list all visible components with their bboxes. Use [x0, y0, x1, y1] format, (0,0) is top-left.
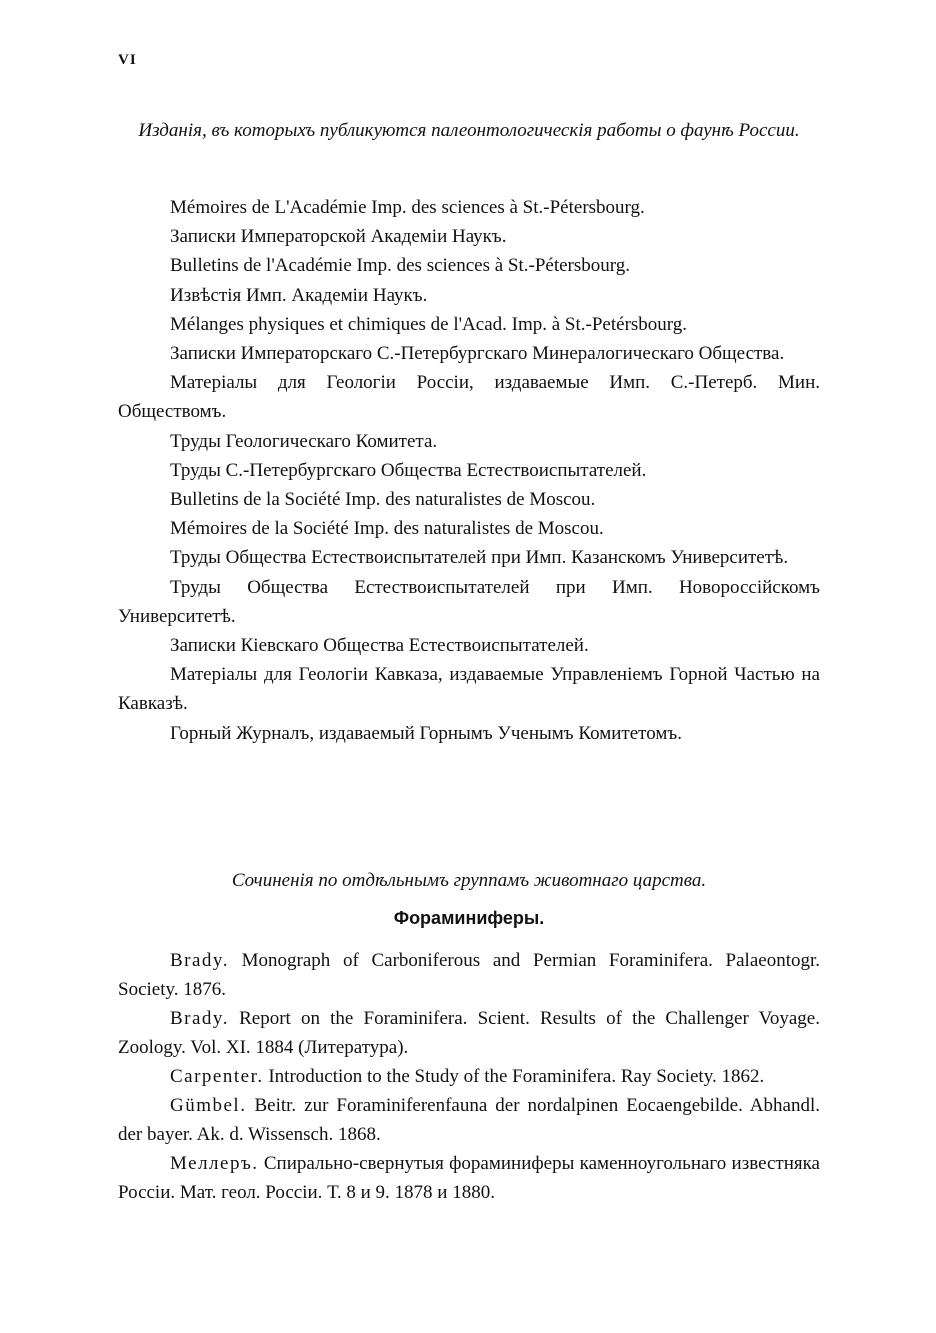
- entry-text: Спирально-свернутыя фораминиферы каменноугольнаго известняка Россіи. Мат. геол. Россіи. Т. 8 и 9. 1878 и 1880.: [118, 1153, 820, 1203]
- list-item: Mémoires de L'Académie Imp. des sciences à St.-Pétersbourg.: [170, 197, 645, 218]
- entry-text: Beitr. zur Foraminiferenfauna der nordalpinen Eocaengebilde. Abhandl. der bayer. Ak. d. Wissensch. 1868.: [118, 1095, 820, 1145]
- list-item: Труды Общества Естествоиспытателей при Имп. Новороссійскомъ Университетѣ.: [118, 576, 820, 627]
- list-item: Mélanges physiques et chimiques de l'Acad. Imp. à St.-Petérsbourg.: [170, 313, 688, 335]
- bibliography-entry: [118, 946, 820, 1004]
- list-item: Bulletins de la Société Imp. des naturalistes de Moscou.: [170, 489, 596, 511]
- bibliography-list: [118, 946, 820, 1207]
- list-item: Труды Геологическаго Комитета.: [170, 430, 438, 452]
- subsection-title-foraminifera: Фораминиферы.: [393, 908, 545, 928]
- list-item: Извѣстія Имп. Академіи Наукъ.: [170, 284, 428, 306]
- list-item: Матеріалы для Геологіи Россіи, издаваемые Имп. С.-Петерб. Мин. Обществомъ.: [118, 372, 820, 423]
- entry-author: Brady.: [170, 1008, 229, 1029]
- list-item: Записки Кіевскаго Общества Естествоиспытателей.: [170, 635, 589, 657]
- entry-author: Gümbel.: [170, 1095, 247, 1116]
- publications-list: [118, 193, 820, 748]
- list-item: Матеріалы для Геологіи Кавказа, издаваемые Управленіемъ Горной Частью на Кавказѣ.: [118, 664, 820, 715]
- entry-text: Report on the Foraminifera. Scient. Results of the Challenger Voyage. Zoology. Vol. XI. 1884 (Литература).: [118, 1008, 820, 1058]
- entry-author: Brady.: [170, 950, 229, 971]
- entry-author: Меллеръ.: [170, 1153, 259, 1174]
- entry-text: Introduction to the Study of the Foraminifera. Ray Society. 1862.: [263, 1066, 765, 1087]
- bibliography-entry: [118, 1062, 820, 1091]
- bibliography-entry: [118, 1004, 820, 1062]
- entry-author: Carpenter.: [170, 1066, 264, 1087]
- page-number: VI: [118, 52, 137, 68]
- section-title-publications: Изданія, въ которыхъ публикуются палеонтологическія работы о фаунѣ России.: [138, 120, 800, 141]
- list-item: Горный Журналъ, издаваемый Горнымъ Ученымъ Комитетомъ.: [170, 722, 682, 744]
- list-item: Труды С.-Петербургскаго Общества Естествоиспытателей.: [170, 459, 647, 481]
- list-item: Труды Общества Естествоиспытателей при Имп. Казанскомъ Университетѣ.: [170, 547, 789, 569]
- list-item: Записки Императорскаго С.-Петербургскаго Минералогическаго Общества.: [170, 343, 785, 365]
- entry-text: Monograph of Carboniferous and Permian Foraminifera. Palaeontogr. Society. 1876.: [118, 950, 820, 1000]
- section-title-works: Сочиненія по отдѣльнымъ группамъ животнаго царства.: [231, 870, 707, 891]
- bibliography-entry: [118, 1091, 820, 1149]
- list-item: Bulletins de l'Académie Imp. des sciences à St.-Pétersbourg.: [170, 255, 631, 277]
- list-item: Записки Императорской Академіи Наукъ.: [170, 226, 507, 248]
- bibliography-entry: [118, 1149, 820, 1207]
- list-item: Mémoires de la Société Imp. des naturalistes de Moscou.: [170, 518, 604, 540]
